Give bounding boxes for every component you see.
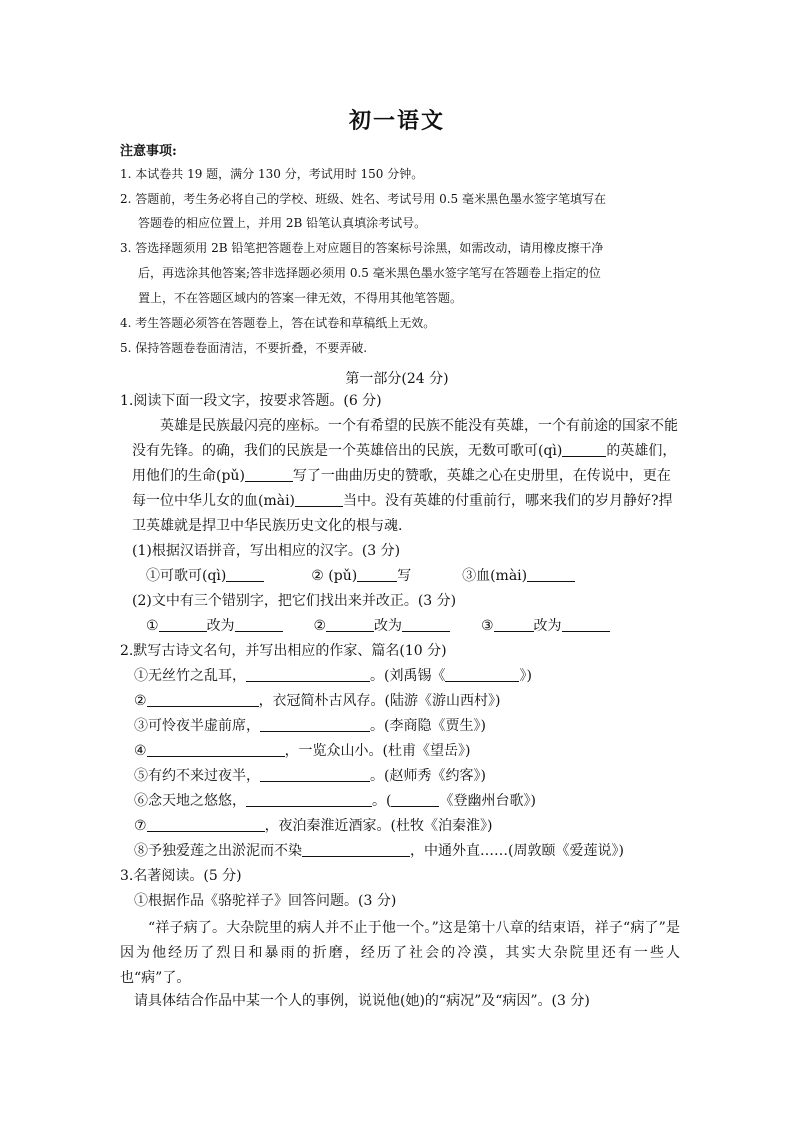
q3-question: 请具体结合作品中某一个人的事例，说说他(她)的“病况”及“病因”。(3 分) <box>134 993 590 1009</box>
notice-item-3-cont1: 后，再选涂其他答案;答非选择题必须用 0.5 毫米黑色墨水签字笔写在答题卷上指定的位 <box>138 266 601 280</box>
notice-item-1: 1. 本试卷共 19 题，满分 130 分，考试用时 150 分钟。 <box>120 167 424 181</box>
q3-passage: “祥子病了。大杂院里的病人并不止于他一个。”这是第十八章的结束语，祥子“病了”是因为他经历了烈日和暴雨的折磨，经历了社会的冷漠，其实大杂院里还有一些人也“病”了。 <box>120 920 680 986</box>
q2-line5: ⑤有约不来过夜半， 。(赵师秀《约客》) <box>134 768 486 784</box>
q2-line7: ⑦ ，夜泊秦淮近酒家。(杜牧《泊秦淮》) <box>134 818 493 834</box>
notice-item-3-cont2: 置上，不在答题区域内的答案一律无效，不得用其他笔答题。 <box>138 291 463 305</box>
notice-item-2: 2. 答题前，考生务必将自己的学校、班级、姓名、考试号用 0.5 毫米黑色墨水签字笔填写在 <box>120 192 606 206</box>
q1-stem: 1.阅读下面一段文字，按要求答题。(6 分) <box>120 393 382 409</box>
notice-item-2-cont: 答题卷的相应位置上，并用 2B 铅笔认真填涂考试号。 <box>138 216 427 230</box>
q3-sub1: ①根据作品《骆驼祥子》回答问题。(3 分) <box>134 893 397 909</box>
q1-passage-line5: 卫英雄就是捍卫中华民族历史文化的根与魂. <box>132 518 403 534</box>
q1-passage-line4: 每一位中华儿女的血(mài) 当中。没有英雄的付重前行，哪来我们的岁月静好?捍 <box>132 493 673 509</box>
q2-line2: ② ，衣冠简朴古风存。(陆游《游山西村》) <box>134 693 501 709</box>
section-heading: 第一部分(24 分) <box>345 371 449 387</box>
page-title: 初一语文 <box>348 108 445 134</box>
q2-line8: ⑧予独爱莲之出淤泥而不染 ，中通外直……(周敦颐《爱莲说》) <box>134 843 624 859</box>
notice-item-4: 4. 考生答题必须答在答题卷上，答在试卷和草稿纸上无效。 <box>120 316 436 330</box>
q2-line3: ③可怜夜半虚前席， 。(李商隐《贾生》) <box>134 718 486 734</box>
q2-line4: ④ ，一览众山小。(杜甫《望岳》) <box>134 743 471 759</box>
notice-item-5: 5. 保持答题卷卷面清洁，不要折叠，不要弄破. <box>120 341 368 355</box>
q2-stem: 2.默写古诗文名句，并写出相应的作家、篇名(10 分) <box>120 643 447 659</box>
q1-passage-line2: 没有先锋。的确，我们的民族是一个英雄倍出的民族，无数可歌可(qì) 的英雄们， <box>132 443 677 459</box>
q1-sub1: (1)根据汉语拼音，写出相应的汉字。(3 分) <box>132 543 401 559</box>
q3-stem: 3.名著阅读。(5 分) <box>120 868 242 884</box>
q2-line1: ①无丝竹之乱耳， 。(刘禹锡《 》) <box>134 668 532 684</box>
notice-heading: 注意事项: <box>120 144 177 159</box>
q1-passage-line3: 用他们的生命(pǔ) 写了一曲曲历史的赞歌，英雄之心在史册里，在传说中，更在 <box>132 468 671 484</box>
q1-sub2: (2)文中有三个错别字，把它们找出来并改正。(3 分) <box>132 593 457 609</box>
q1-sub1-answers: ①可歌可(qì) ② (pǔ) 写 ③血(mài) <box>146 566 575 586</box>
q1-sub2-answers: ① 改为 ② 改为 ③ 改为 <box>146 616 610 636</box>
q1-passage-line1: 英雄是民族最闪亮的座标。一个有希望的民族不能没有英雄，一个有前途的国家不能 <box>160 418 678 434</box>
q2-line6: ⑥念天地之悠悠， 。( 《登幽州台歌》) <box>134 793 536 809</box>
notice-item-3: 3. 答选择题须用 2B 铅笔把答题卷上对应题目的答案标号涂黑，如需改动，请用橡皮擦干净 <box>120 241 604 255</box>
